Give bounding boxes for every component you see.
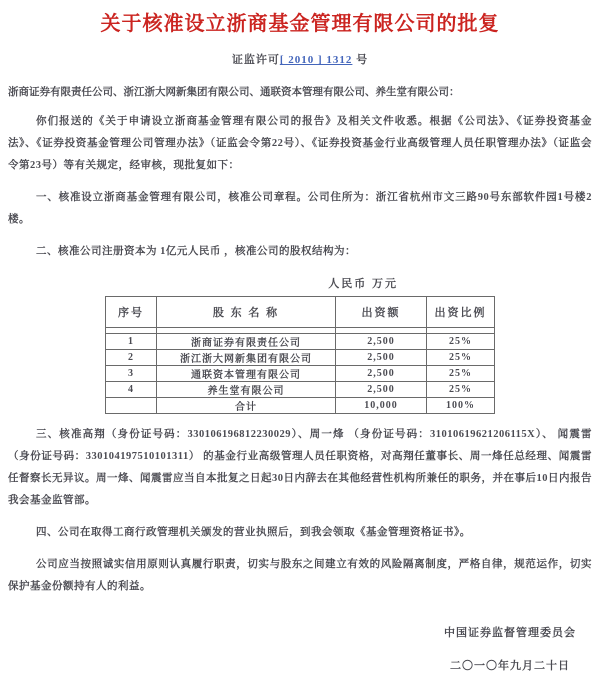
- signature-org: 中国证券监督管理委员会: [444, 627, 576, 639]
- cell-index: [106, 398, 157, 414]
- cell-ratio: 25%: [427, 350, 495, 366]
- addressees-line: 浙商证券有限责任公司、浙江浙大网新集团有限公司、通联资本管理有限公司、养生堂有限公司：: [8, 87, 460, 98]
- table-total-row: [106, 398, 495, 414]
- cell-index: 3: [106, 366, 157, 382]
- cell-name: 浙江浙大网新集团有限公司: [157, 350, 336, 366]
- paragraph-intro: 你们报送的《关于申请设立浙商基金管理有限公司的报告》及相关文件收悉。根据《公司法》、《证券投资基金法》、《证券投资基金管理公司管理办法》（证监会令第22号）、《证券投资基金行业高级管理人员任职管理办法》（证监会令第23号）等有关规定，经审核，现批复如下：: [8, 116, 592, 171]
- paragraph-item1: 一、核准设立浙商基金管理有限公司，核准公司章程。公司住所为：浙江省杭州市文三路90号东部软件园1号楼2楼。: [8, 192, 592, 225]
- col-header-ratio: 出资比例: [427, 297, 495, 328]
- col-header-index: 序号: [106, 297, 157, 328]
- table-row: [106, 334, 495, 350]
- paragraph-item3: 三、核准高翔（身份证号码：330106196812230029）、周一烽 （身份证号码：31010619621206115X）、 闻震雷 （身份证号码：330104197510101311） 的基金行业高级管理人员任职资格，对高翔任董事长、周一烽任总经理、闻震雷任督察长无异议。周一烽、闻震雷应当自本批复之日起30日内辞去在其他经营性机构所兼任的职务，并在事后10日内报告我会基金监管部。: [8, 429, 592, 506]
- doc-number-prefix: 证监许可: [231, 54, 280, 66]
- currency-unit-note: 人民币 万元: [328, 278, 398, 290]
- cell-index: 4: [106, 382, 157, 398]
- cell-ratio: 25%: [427, 366, 495, 382]
- col-header-name: 股 东 名 称: [157, 297, 336, 328]
- cell-name: 通联资本管理有限公司: [157, 366, 336, 382]
- paragraph-item4: 四、公司在取得工商行政管理机关颁发的营业执照后，到我会领取《基金管理资格证书》。: [36, 527, 471, 538]
- signature-date: 二〇一〇年九月二十日: [450, 660, 570, 672]
- cell-ratio: 25%: [427, 334, 495, 350]
- cell-ratio: 25%: [427, 382, 495, 398]
- cell-amount: 10,000: [336, 398, 427, 414]
- cell-name: 浙商证券有限责任公司: [157, 334, 336, 350]
- cell-amount: 2,500: [336, 382, 427, 398]
- signature-block: [8, 624, 592, 673]
- paragraph-closing: 公司应当按照诚实信用原则认真履行职责，切实与股东之间建立有效的风险隔离制度，严格自律，规范运作，切实保护基金份额持有人的利益。: [8, 559, 592, 592]
- table-header-row: [106, 297, 495, 328]
- cell-name: 养生堂有限公司: [157, 382, 336, 398]
- table-row: [106, 382, 495, 398]
- cell-amount: 2,500: [336, 350, 427, 366]
- cell-index: 2: [106, 350, 157, 366]
- table-row: [106, 366, 495, 382]
- table-row: [106, 350, 495, 366]
- cell-amount: 2,500: [336, 366, 427, 382]
- cell-index: 1: [106, 334, 157, 350]
- col-header-amount: 出资额: [336, 297, 427, 328]
- doc-number: [8, 51, 592, 67]
- shareholder-table: [105, 296, 495, 414]
- paragraph-item2: 二、核准公司注册资本为 1亿元人民币 ，核准公司的股权结构为：: [36, 246, 356, 257]
- cell-name: 合计: [157, 398, 336, 414]
- cell-ratio: 100%: [427, 398, 495, 414]
- doc-number-link[interactable]: [ 2010 ] 1312: [279, 54, 353, 66]
- doc-number-suffix: 号: [356, 54, 369, 66]
- cell-amount: 2,500: [336, 334, 427, 350]
- document-title: 关于核准设立浙商基金管理有限公司的批复: [100, 13, 500, 35]
